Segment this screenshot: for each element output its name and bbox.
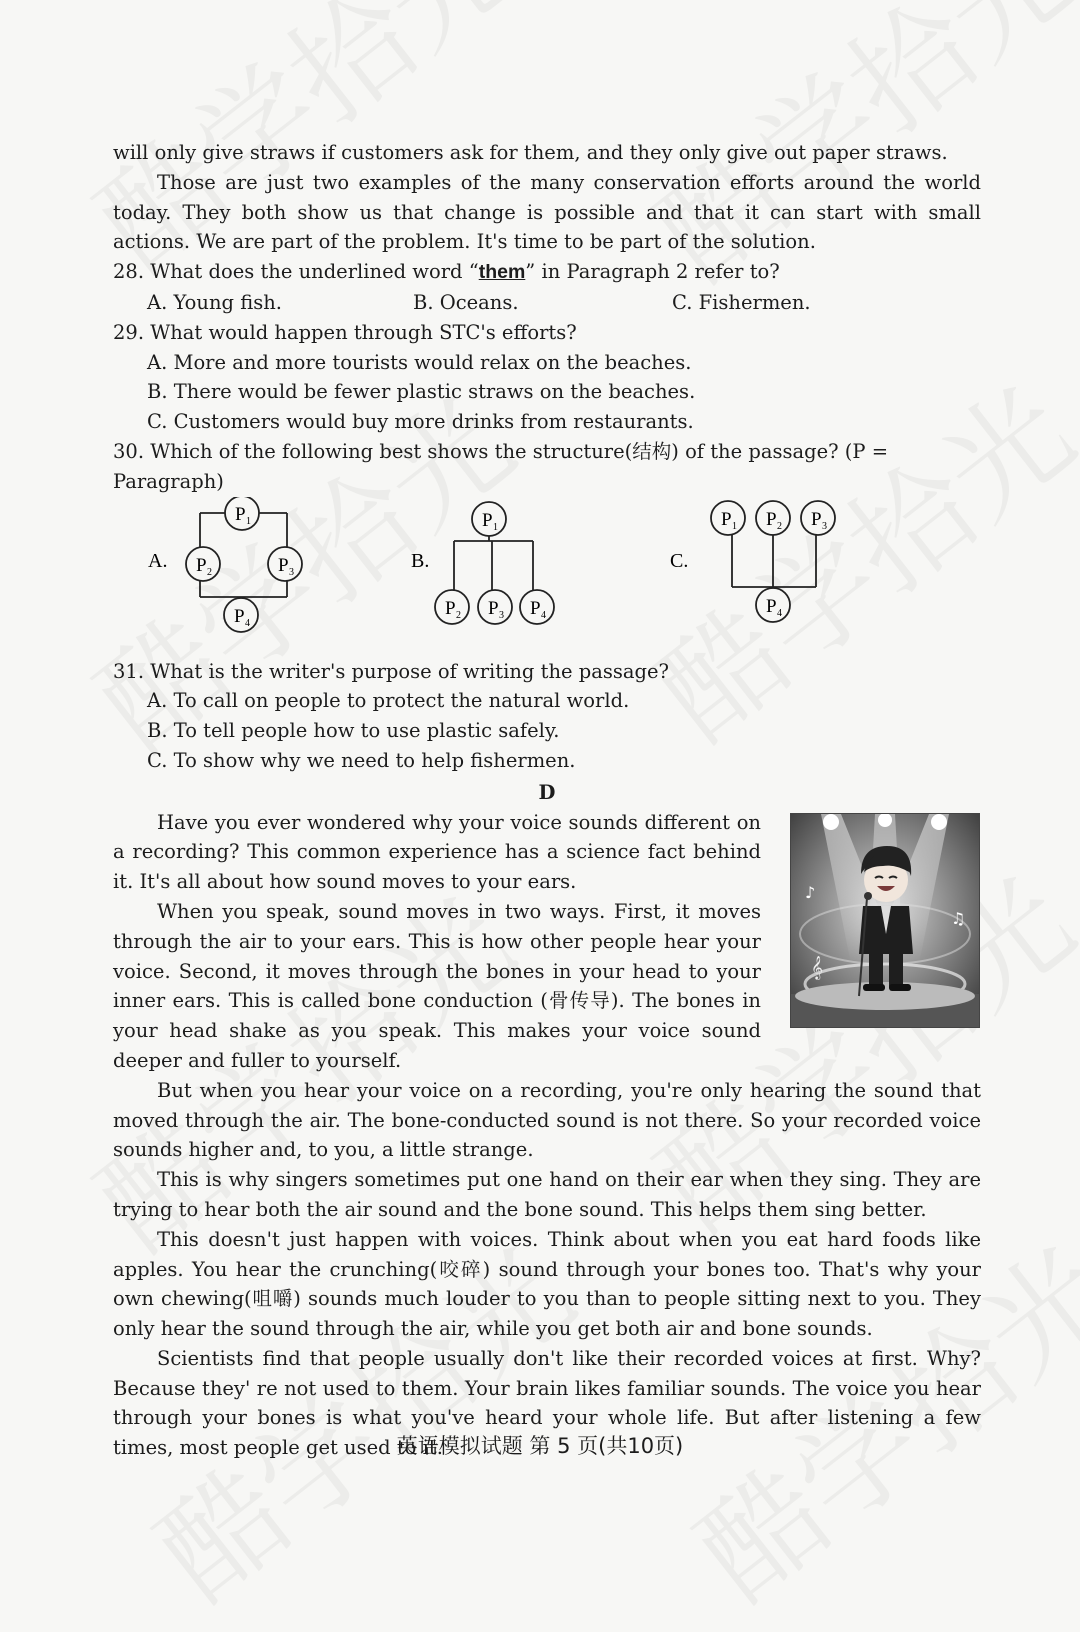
diagram-c-p1-node	[711, 501, 745, 535]
q29-option-b[interactable]: B. There would be fewer plastic straws on the beaches.	[147, 380, 696, 404]
diagram-a-p3-node	[268, 547, 302, 581]
svg-text:P: P	[766, 595, 777, 617]
structure-diagrams	[113, 497, 981, 657]
diagram-c-p4-node	[756, 588, 790, 622]
svg-text:P: P	[721, 508, 732, 530]
q28-option-a[interactable]: A. Young fish.	[147, 290, 282, 314]
q28-underlined-word: them	[478, 261, 526, 284]
question-30	[113, 437, 981, 657]
svg-text:3: 3	[822, 520, 827, 532]
diagram-c-p2-node	[756, 501, 790, 535]
svg-text:1: 1	[732, 520, 737, 532]
svg-text:4: 4	[245, 617, 250, 629]
svg-text:𝄞: 𝄞	[811, 954, 823, 979]
q28-option-c[interactable]: C. Fishermen.	[672, 290, 811, 314]
q29-option-a[interactable]: A. More and more tourists would relax on the beaches.	[147, 350, 692, 374]
singer-illustration	[790, 813, 980, 1028]
page-footer: 英语模拟试题 第 5 页(共10页)	[396, 1434, 684, 1458]
question-28	[113, 257, 981, 318]
svg-text:2: 2	[207, 566, 212, 578]
svg-text:P: P	[766, 508, 777, 530]
svg-text:P: P	[488, 597, 499, 619]
svg-text:3: 3	[289, 566, 294, 578]
intro-tail: will only give straws if customers ask for them, and they only give out paper straws.	[113, 141, 948, 164]
diagram-b-label: B.	[411, 549, 430, 572]
diagram-b-p1-node	[472, 502, 506, 536]
diagram-b-p4-node	[520, 590, 554, 624]
svg-text:4: 4	[541, 609, 546, 621]
svg-text:P: P	[278, 554, 289, 576]
svg-text:P: P	[235, 503, 246, 525]
section-d-paragraph-6: Scientists find that people usually don't like their recorded voices at first. Why? Because they' re not used to them. Your brain likes familiar sounds. The voice you hear through your bones is what you've heard your whole life. But after listening a few times, most people get used to it.	[113, 1346, 981, 1460]
svg-text:2: 2	[456, 609, 461, 621]
svg-text:♪: ♪	[805, 882, 816, 902]
svg-text:P: P	[482, 509, 493, 531]
section-d-paragraph-2: When you speak, sound moves in two ways. First, it moves through the air to your ears. This is how other people hear your voice. Second, it moves through the bones in your head to your inner ears. This is called bone conduction (骨传导). The bones in your head shake as you speak. This makes your voice sound deeper and fuller to yourself.	[113, 899, 761, 1072]
svg-text:♫: ♫	[951, 908, 966, 928]
diagram-a-label: A.	[148, 549, 168, 572]
q28-text-pre: 28. What does the underlined word “	[113, 260, 479, 284]
q30-text: 30. Which of the following best shows the structure(结构) of the passage? (P = Paragraph)	[113, 439, 889, 493]
diagram-a-p4-node	[224, 598, 258, 632]
svg-text:P: P	[811, 508, 822, 530]
diagram-c-p3-node	[801, 501, 835, 535]
section-d-paragraph-5: This doesn't just happen with voices. Think about when you eat hard foods like apples. You hear the crunching(咬碎) sound through your bones too. That's why your own chewing(咀嚼) sounds much louder to you than to people sitting next to you. They only hear the sound through the air, while you get both air and bone sounds.	[113, 1227, 981, 1341]
intro-paragraph: Those are just two examples of the many conservation efforts around the world today. They both show us that change is possible and that it can start with small actions. We are part of the problem. It's time to be part of the solution.	[113, 170, 981, 254]
svg-text:1: 1	[246, 515, 251, 527]
svg-text:P: P	[445, 597, 456, 619]
diagram-a[interactable]	[148, 497, 302, 632]
diagram-c[interactable]	[670, 501, 835, 622]
svg-text:3: 3	[499, 609, 504, 621]
q29-text: 29. What would happen through STC's efforts?	[113, 320, 577, 344]
svg-text:4: 4	[777, 607, 782, 619]
section-d-paragraph-4: This is why singers sometimes put one hand on their ear when they sing. They are trying to hear both the air sound and the bone sound. This helps them sing better.	[113, 1168, 981, 1221]
q28-text-post: ” in Paragraph 2 refer to?	[525, 260, 780, 284]
svg-text:P: P	[530, 597, 541, 619]
diagram-b-p3-node	[478, 590, 512, 624]
q31-option-c[interactable]: C. To show why we need to help fishermen.	[147, 748, 576, 772]
q31-option-a[interactable]: A. To call on people to protect the natural world.	[147, 689, 630, 713]
svg-text:P: P	[234, 605, 245, 627]
svg-text:2: 2	[777, 520, 782, 532]
q31-option-b[interactable]: B. To tell people how to use plastic safely.	[147, 719, 560, 743]
svg-text:1: 1	[493, 521, 498, 533]
q29-option-c[interactable]: C. Customers would buy more drinks from restaurants.	[147, 410, 694, 434]
section-d-title: D	[538, 780, 556, 804]
diagram-b[interactable]	[411, 502, 554, 624]
page-content	[113, 138, 981, 1463]
question-31	[113, 657, 981, 776]
diagram-a-p1-node	[225, 497, 259, 530]
section-d-paragraph-1: Have you ever wondered why your voice sounds different on a recording? This common experience has a science fact behind it. It's all about how sound moves to your ears.	[113, 810, 761, 894]
section-d	[113, 808, 981, 1464]
section-d-paragraph-3: But when you hear your voice on a recording, you're only hearing the sound that moved through the air. The bone-conducted sound is not there. So your recorded voice sounds higher and, to you, a little strange.	[113, 1078, 981, 1162]
q31-text: 31. What is the writer's purpose of writing the passage?	[113, 659, 669, 683]
svg-text:P: P	[196, 554, 207, 576]
diagram-a-p2-node	[186, 547, 220, 581]
question-29	[113, 318, 981, 437]
q28-option-b[interactable]: B. Oceans.	[413, 290, 519, 314]
diagram-b-p2-node	[435, 590, 469, 624]
diagram-c-label: C.	[670, 549, 689, 572]
